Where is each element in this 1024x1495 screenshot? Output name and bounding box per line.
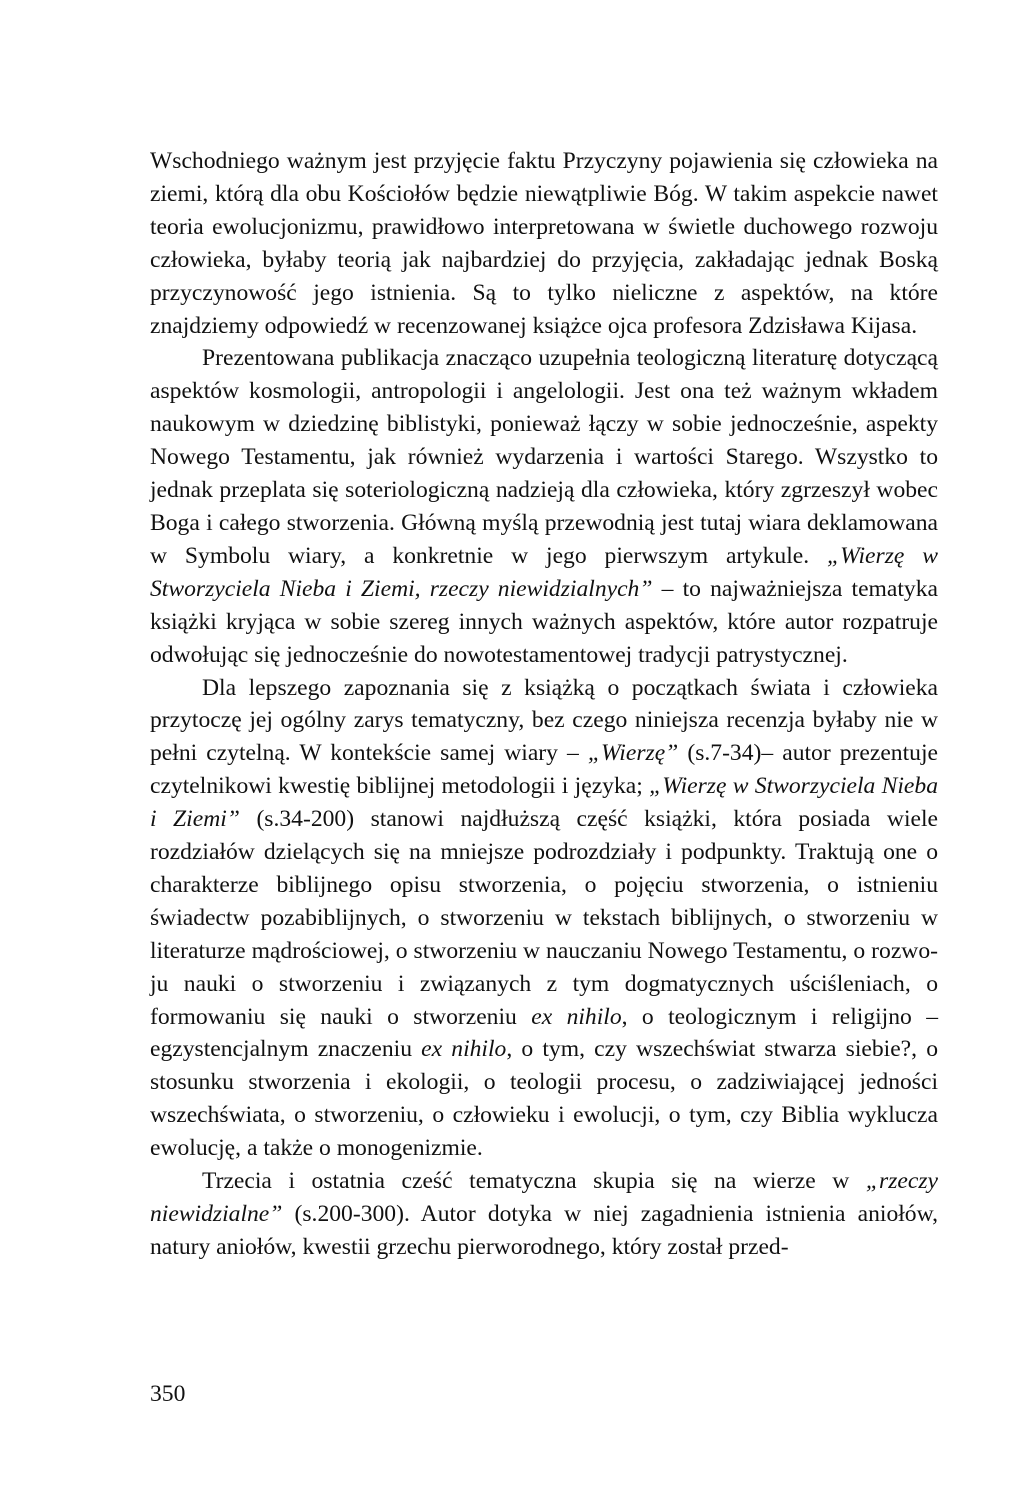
text-run: Prezentowana publikacja znacząco uzupełnia teologiczną literaturę dotyczącą aspektów kosmologii, antropologii i angelologii. Jest ona też ważnym wkładem naukowym w dziedzinę biblistyki, ponieważ łączy w sobie jednocześnie, aspekty Nowego Testamentu, jak również wydarzenia i wartości Starego. Wszystko to jednak przeplata się soteriologiczną nadzieją dla człowieka, który zgrzeszył wobec Boga i całego stworzenia. Główną myślą przewodnią jest tutaj wiara deklamowana w Symbolu wiary, a konkretnie w jego pierwszym artykule. [150,345,938,569]
text-run: (s.7-34)– autor prezentuje czytelnikowi kwestię biblijnej metodologii i języka; [150,740,938,800]
italic-text: „Wierzę w Stworzyciela Nieba i Ziemi” [150,773,939,833]
text-run: , o tym, czy wszechświat stwarza siebie?, o stosunku stworzenia i ekologii, o teologii procesu, o zadziwiającej jedności wszechświata, o stworzeniu, o człowieku i ewolucji, o tym, czy Biblia wyklucza ewolucję, a także o monogenizmie. [150,1036,938,1162]
text-run: Wschodniego ważnym jest przyjęcie faktu Przyczyny pojawienia się człowieka na ziemi, którą dla obu Kościołów będzie niewątpliwie Bóg. W takim aspekcie nawet teoria ewolucjonizmu, prawidłowo interpretowana w świetle duchowego rozwoju człowieka, byłaby teorią jak najbardziej do przyjęcia, zakładając jednak Boską przyczynowość jego istnienia. Są to tylko nieliczne z aspektów, na które znajdziemy odpowiedź w recenzowanej książce ojca profesora Zdzisława Kijasa. [150,148,938,339]
text-run: , o teologicznym i religijno – egzystencjalnym znaczeniu [150,1003,939,1063]
italic-text: ex nihilo [531,1003,622,1030]
text-run: (s.200-300). Autor dotyka w niej zagadnienia istnienia aniołów, natury aniołów, kwestii grzechu pierworodnego, który został przed- [150,1201,938,1260]
text-run: (s.34-200) stanowi najdłuższą część książki, która posiada wiele rozdziałów dzielących się na mniejsze podrozdziały i podpunkty. Traktują one o charakterze biblijnego opisu stworzenia, o pojęciu stworzenia, o istnieniu świadectw pozabiblijnych, o stworzeniu w tekstach biblijnych, o stworzeniu w literaturze mądrościowej, o stworzeniu w nauczaniu Nowego Testamentu, o rozwoju nauki o stworzeniu i związanych z tym dogmatycznych uściśleniach, o formowaniu się nauki o stworzeniu [150,806,939,1030]
paragraph [150,1165,938,1264]
paragraph [150,145,938,342]
italic-text: „rzeczy niewidzialne” [150,1168,938,1227]
italic-text: „Wierzę” [587,740,679,767]
paragraph [150,672,938,1166]
text-run: Dla lepszego zapoznania się z książką o początkach świata i człowieka przytoczę jej ogólny zarys tematyczny, bez czego niniejsza recenzja byłaby nie w pełni czytelną. W kontekście samej wiary – [150,674,938,767]
italic-text: ex nihilo [421,1036,507,1063]
page-number: 350 [150,1381,186,1407]
text-run: Trzecia i ostatnia cześć tematyczna skupia się na wierze w [202,1168,866,1195]
paragraph [150,342,938,671]
body-text [150,145,938,1264]
italic-text: „Wierzę w Stworzyciela Nieba i Ziemi, rzeczy niewidzialnych” [150,542,938,602]
text-run: – to najważniejsza tematyka książki kryjąca w sobie szereg innych ważnych aspektów, które autor rozpatruje odwołując się jednocześnie do nowotestamentowej tradycji patrystycznej. [150,575,938,668]
